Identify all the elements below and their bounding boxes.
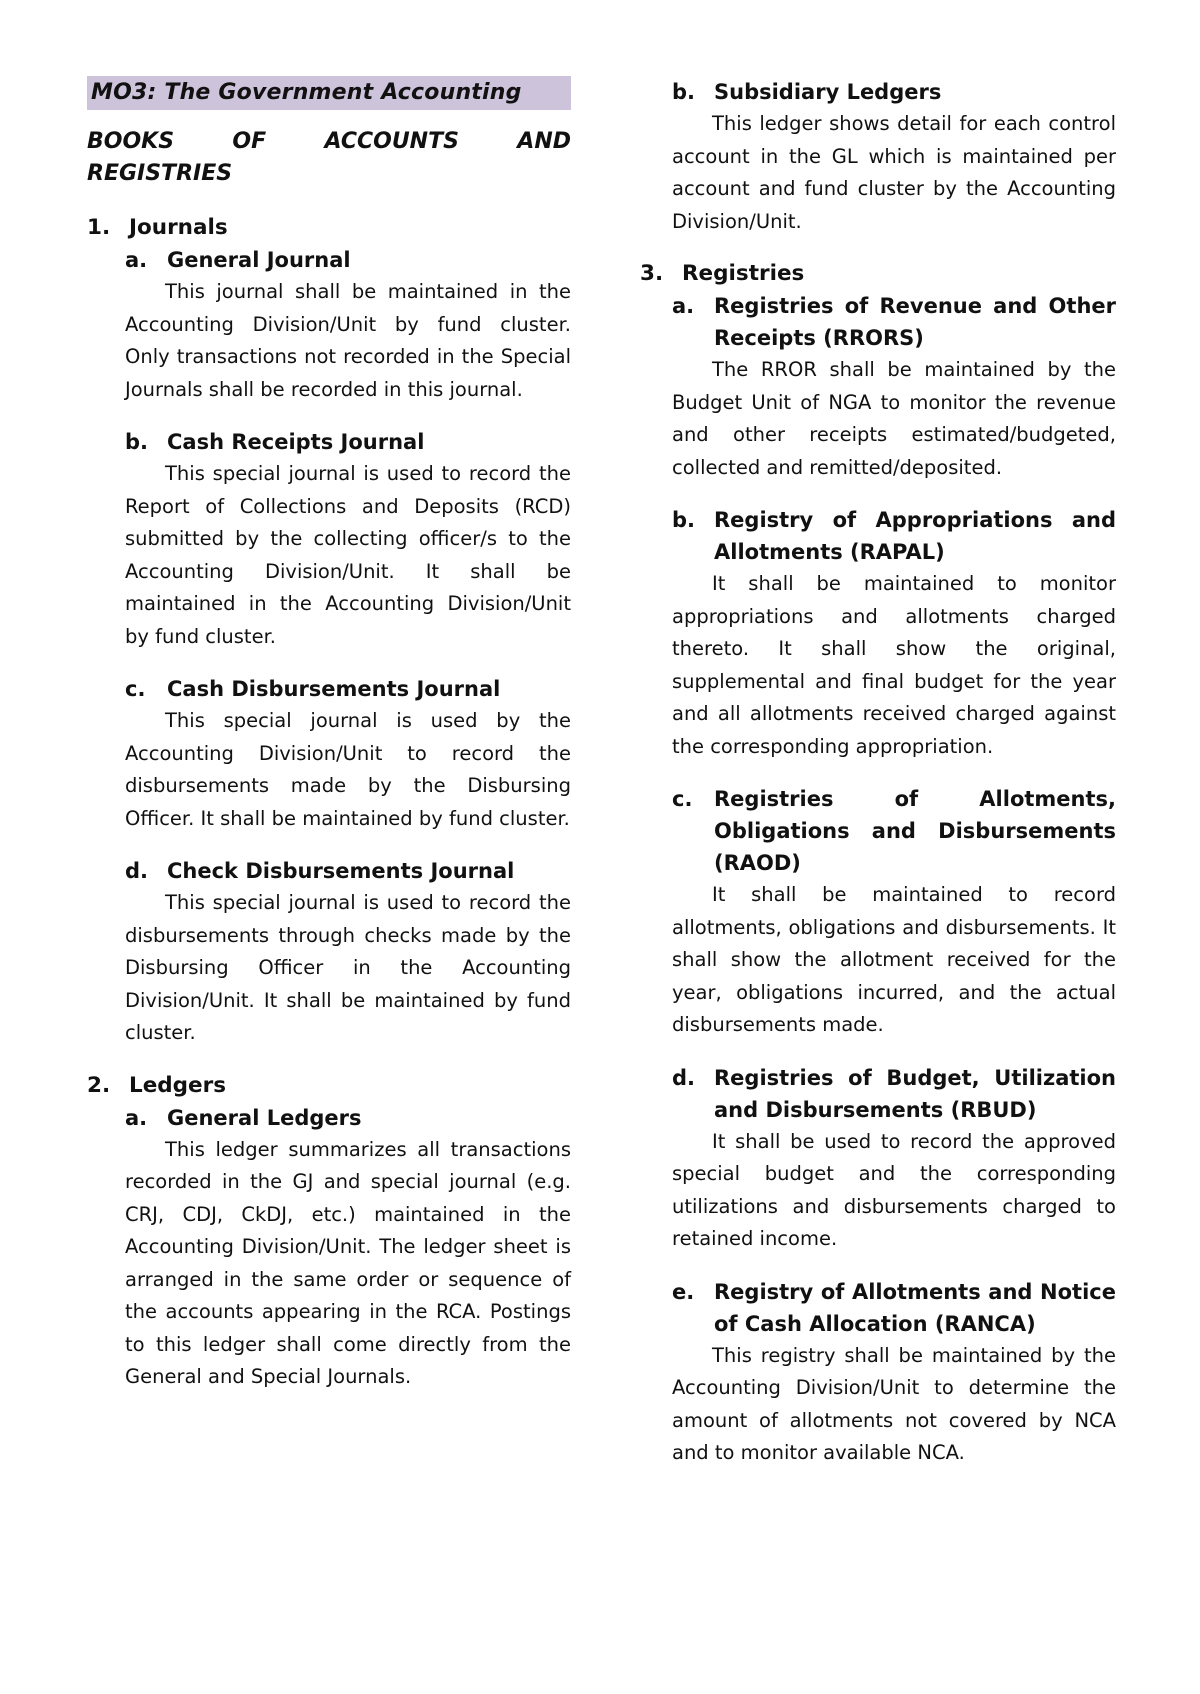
- item-letter: b.: [125, 430, 149, 454]
- list-title: Registries: [682, 261, 805, 286]
- list-number: 3.: [640, 261, 664, 286]
- item-heading: [672, 290, 1116, 354]
- item-title: Registries of Allotments, Obligations and Disbursements (RAOD): [714, 787, 1116, 875]
- item-text: This registry shall be maintained by the Accounting Division/Unit to determine the amount of allotments not covered by NCA and to monitor available NCA.: [672, 1343, 1116, 1464]
- item-text: This journal shall be maintained in the Accounting Division/Unit by fund cluster. Only transactions not recorded in the Special Journals shall be recorded in this journal.: [125, 280, 571, 401]
- item-heading: [672, 1276, 1116, 1340]
- left-column: [87, 76, 571, 1394]
- item-letter: c.: [672, 787, 693, 811]
- journals-items: [125, 244, 571, 1050]
- item-letter: e.: [672, 1279, 695, 1304]
- item-title: Registry of Appropriations and Allotments (RAPAL): [714, 508, 1116, 564]
- item-title: General Journal: [167, 248, 351, 272]
- item-letter: d.: [672, 1065, 696, 1090]
- item-title: Subsidiary Ledgers: [714, 80, 942, 104]
- section-title: BOOKS OF ACCOUNTS AND REGISTRIES: [87, 129, 571, 186]
- list-item: [672, 783, 1116, 1042]
- item-text: This ledger summarizes all transactions recorded in the GJ and special journal (e.g. CRJ, CDJ, CkDJ, etc.) maintained in the Accounting Division/Unit. The ledger sheet is arranged in the same order or sequence of the accounts appearing in the RCA. Postings to this ledger shall come directly from the General and Special Journals.: [125, 1137, 571, 1388]
- item-heading: [125, 244, 571, 276]
- list-item: [125, 855, 571, 1050]
- item-text: This special journal is used to record the Report of Collections and Deposits (RCD) submitted by the collecting officer/s to the Accounting Division/Unit. It shall be maintained in the Accounting Division/Unit by fund cluster.: [125, 462, 571, 648]
- item-heading: [672, 1062, 1116, 1126]
- item-letter: a.: [125, 1105, 148, 1130]
- item-heading: [672, 783, 1116, 879]
- list-item: [125, 244, 571, 406]
- item-heading: [125, 673, 571, 705]
- list-item: [672, 1276, 1116, 1470]
- item-text: This special journal is used to record the disbursements through checks made by the Disbursing Officer in the Accounting Division/Unit. It shall be maintained by fund cluster.: [125, 891, 571, 1044]
- list-number: 2.: [87, 1072, 111, 1098]
- item-text: It shall be maintained to monitor appropriations and allotments charged thereto. It shall show the original, supplemental and final budget for the year and all allotments received charged against the corresponding appropriation.: [672, 572, 1116, 758]
- item-title: Check Disbursements Journal: [167, 859, 515, 883]
- item-text: This ledger shows detail for each control account in the GL which is maintained per account and fund cluster by the Accounting Division/Unit.: [672, 112, 1116, 233]
- item-letter: c.: [125, 677, 146, 701]
- right-column: [640, 76, 1116, 1470]
- registries-heading: [640, 258, 1116, 290]
- journals-heading: [87, 212, 571, 244]
- ledgers-items: [125, 1102, 571, 1394]
- item-letter: b.: [672, 508, 696, 532]
- item-title: Cash Receipts Journal: [167, 430, 425, 454]
- item-heading: [125, 1102, 571, 1134]
- module-title: MO3: The Government Accounting: [87, 76, 571, 110]
- list-item: [672, 504, 1116, 763]
- item-heading: [125, 426, 571, 458]
- item-heading: [125, 855, 571, 887]
- item-text: It shall be used to record the approved special budget and the corresponding utilizations and disbursements charged to retained income.: [672, 1129, 1116, 1250]
- item-text: This special journal is used by the Accounting Division/Unit to record the disbursements made by the Disbursing Officer. It shall be maintained by fund cluster.: [125, 709, 571, 830]
- item-text: It shall be maintained to record allotments, obligations and disbursements. It shall show the allotment received for the year, obligations incurred, and the actual disbursements made.: [672, 883, 1116, 1036]
- item-title: Cash Disbursements Journal: [167, 677, 501, 701]
- list-title: Ledgers: [129, 1072, 227, 1098]
- item-text: The RROR shall be maintained by the Budget Unit of NGA to monitor the revenue and other receipts estimated/budgeted, collected and remitted/deposited.: [672, 358, 1116, 479]
- list-number: 1.: [87, 215, 111, 240]
- list-item: [125, 1102, 571, 1394]
- list-item: [672, 76, 1116, 238]
- item-title: Registry of Allotments and Notice of Cash Allocation (RANCA): [714, 1279, 1116, 1336]
- item-letter: a.: [125, 248, 148, 272]
- ledgers-items-continued: [672, 76, 1116, 238]
- list-item: [125, 673, 571, 835]
- list-item: [125, 426, 571, 653]
- item-letter: d.: [125, 859, 149, 883]
- registries-items: [672, 290, 1116, 1470]
- item-title: General Ledgers: [167, 1105, 362, 1130]
- item-heading: [672, 76, 1116, 108]
- item-letter: a.: [672, 294, 695, 318]
- item-heading: [672, 504, 1116, 568]
- item-letter: b.: [672, 80, 696, 104]
- list-title: Journals: [129, 215, 228, 240]
- ledgers-heading: [87, 1070, 571, 1102]
- list-item: [672, 290, 1116, 484]
- list-item: [672, 1062, 1116, 1256]
- item-title: Registries of Budget, Utilization and Disbursements (RBUD): [714, 1065, 1116, 1122]
- item-title: Registries of Revenue and Other Receipts (RRORS): [714, 294, 1116, 350]
